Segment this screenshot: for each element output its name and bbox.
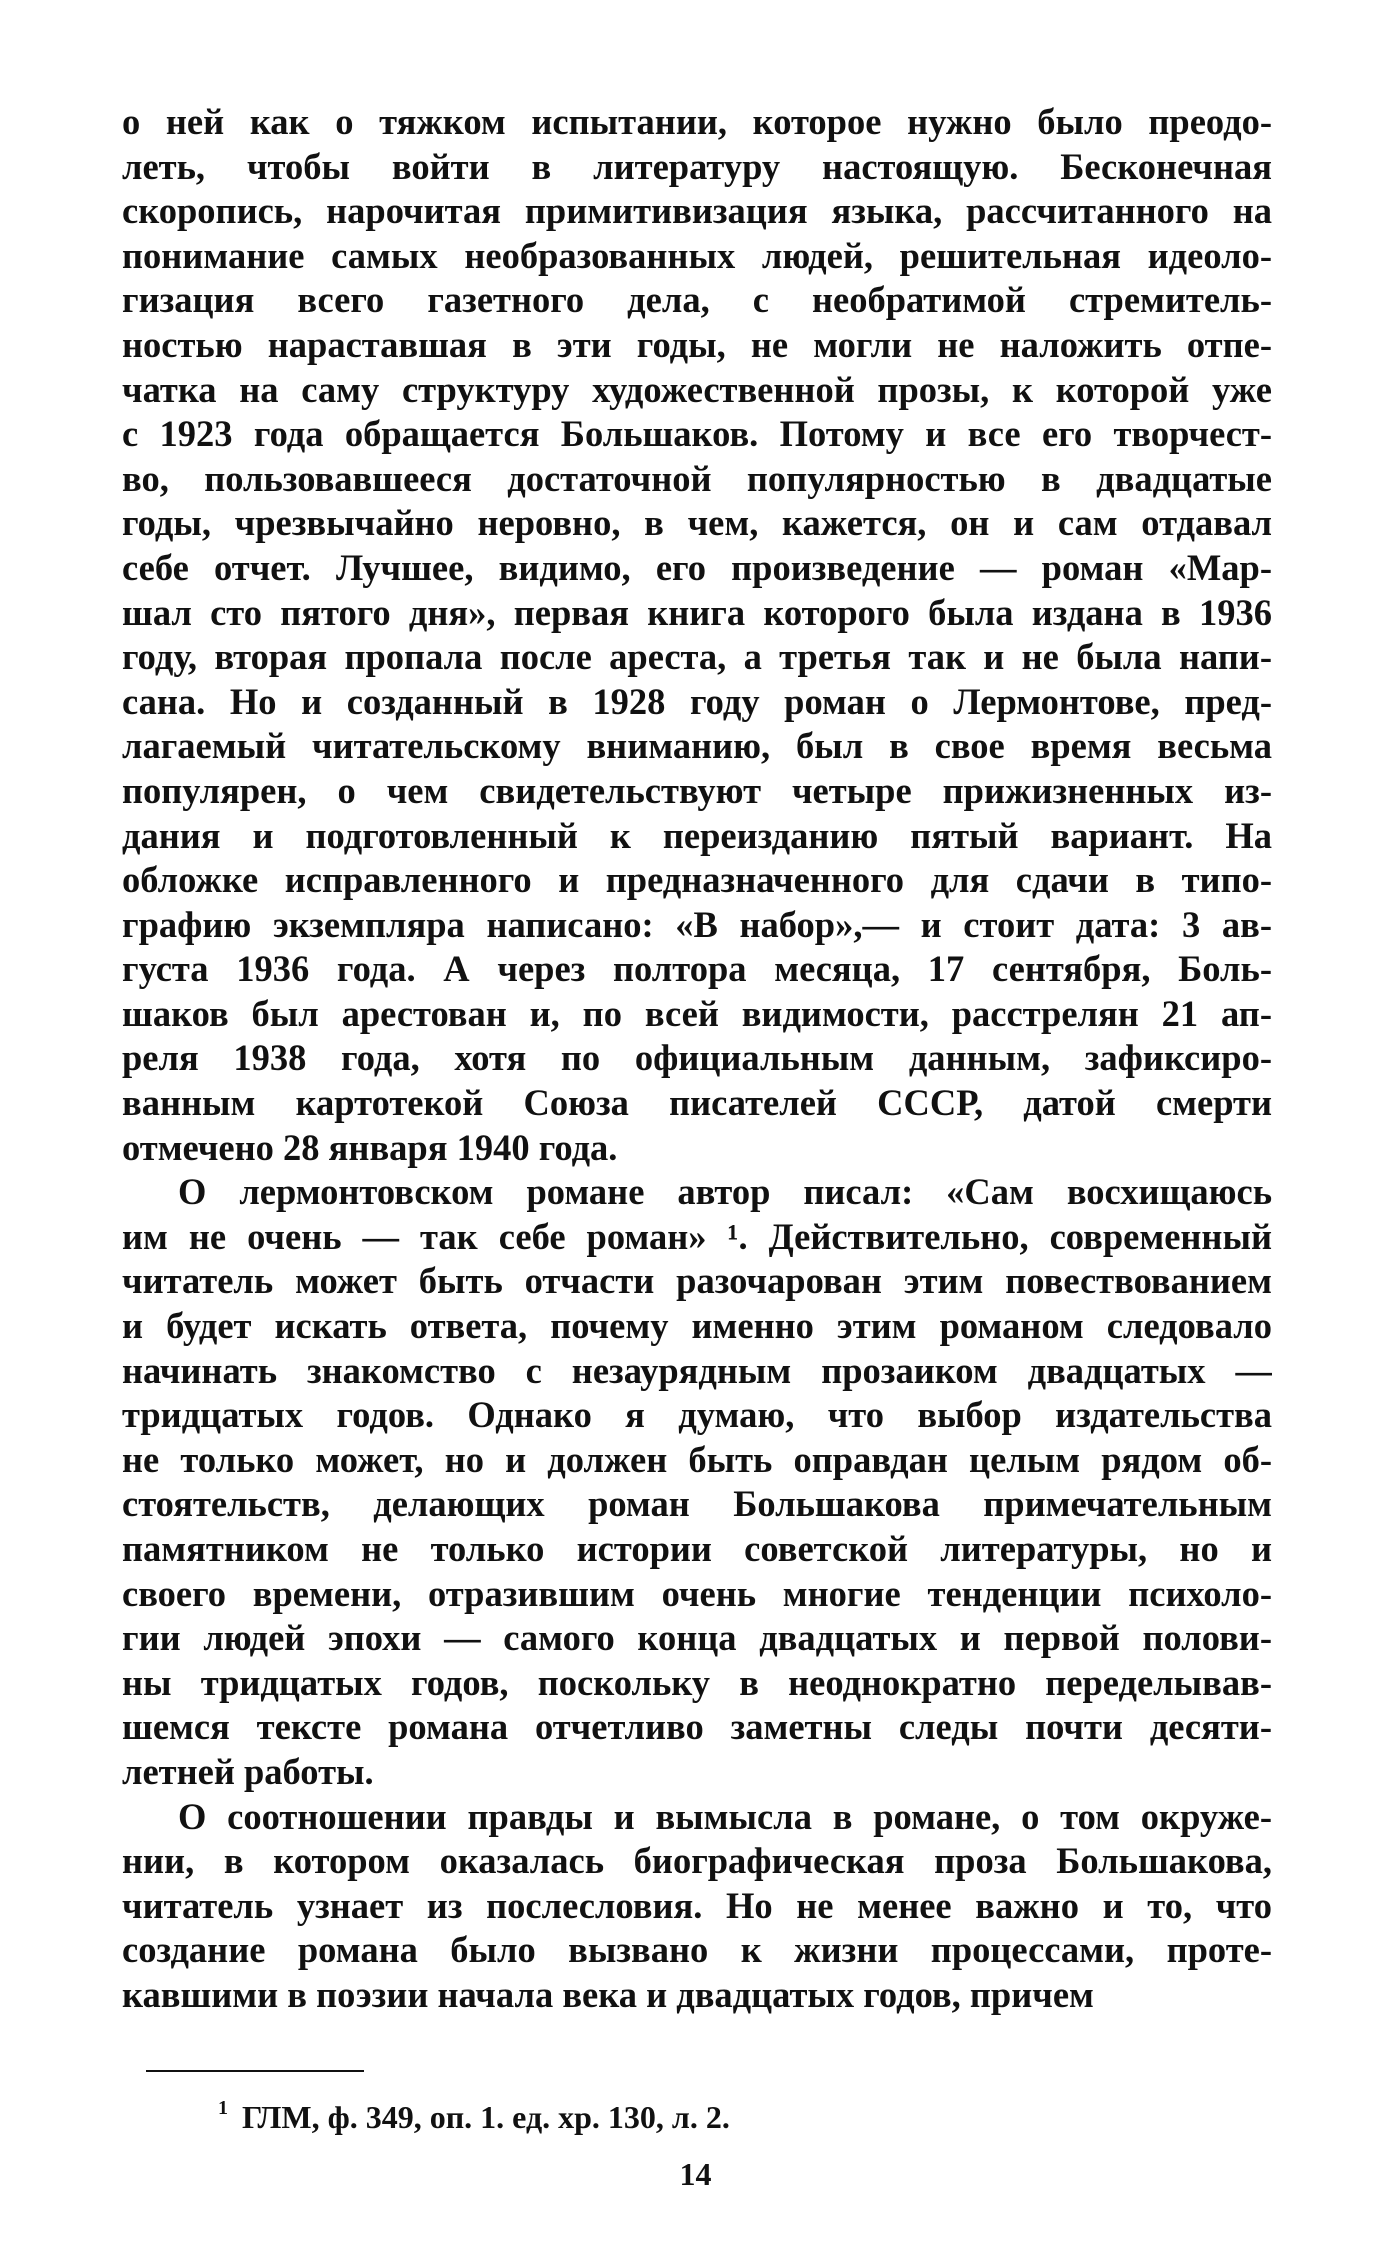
text-line: ностью нараставшая в эти годы, не могли не наложить отпе- (122, 323, 1272, 365)
text-line: не только может, но и должен быть оправдан целым рядом об- (122, 1438, 1272, 1480)
text-line: шемся тексте романа отчетливо заметны следы почти десяти- (122, 1706, 1272, 1748)
text-line: шаков был арестован и, по всей видимости, расстрелян 21 ап- (122, 992, 1272, 1034)
text-line: чатка на саму структуру художественной прозы, к которой уже (122, 368, 1272, 410)
text-line: шал сто пятого дня», первая книга которого была издана в 1936 (122, 591, 1272, 633)
text-line: графию экземпляра написано: «В набор»,— и стоит дата: 3 ав- (122, 903, 1272, 945)
text-line: создание романа было вызвано к жизни процессами, проте- (122, 1929, 1272, 1971)
footnote-divider (146, 2070, 364, 2072)
paragraph-1 (122, 100, 1272, 1170)
text-line: дания и подготовленный к переизданию пятый вариант. На (122, 814, 1272, 856)
text-line: сана. Но и созданный в 1928 году роман о Лермонтове, пред- (122, 680, 1272, 722)
text-line: тридцатых годов. Однако я думаю, что выбор издательства (122, 1394, 1272, 1436)
text-line: читатель узнает из послесловия. Но не менее важно и то, что (122, 1884, 1272, 1926)
text-line: гизация всего газетного дела, с необратимой стремитель- (122, 279, 1272, 321)
footnote (218, 2088, 730, 2137)
page-number: 14 (679, 2156, 712, 2192)
text-line: начинать знакомство с незаурядным прозаиком двадцатых — (122, 1349, 1272, 1391)
text-line: О соотношении правды и вымысла в романе, о том окруже- (178, 1795, 1272, 1837)
text-line: стоятельств, делающих роман Большакова примечательным (122, 1483, 1272, 1525)
text-line: О лермонтовском романе автор писал: «Сам восхищаюсь (178, 1171, 1272, 1213)
text-line: с 1923 года обращается Большаков. Потому и все его творчест- (122, 413, 1272, 455)
text-line: ванным картотекой Союза писателей СССР, датой смерти (122, 1082, 1272, 1124)
text-line: летней работы. (122, 1750, 374, 1792)
text-line: нии, в котором оказалась биографическая проза Большакова, (122, 1840, 1272, 1882)
paragraph-3 (122, 1795, 1272, 2018)
text-line: гии людей эпохи — самого конца двадцатых и первой полови- (122, 1617, 1272, 1659)
text-line: себе отчет. Лучшее, видимо, его произведение — роман «Мар- (122, 546, 1272, 588)
text-line: им не очень — так себе роман» ¹. Действительно, современный (122, 1215, 1272, 1257)
footnote-text: ГЛМ, ф. 349, оп. 1. ед. хр. 130, л. 2. (242, 2099, 730, 2135)
text-line: читатель может быть отчасти разочарован этим повествованием (122, 1260, 1272, 1302)
text-line: о ней как о тяжком испытании, которое нужно было преодо- (122, 101, 1272, 142)
text-line: годы, чрезвычайно неровно, в чем, кажется, он и сам отдавал (122, 502, 1272, 544)
text-line: понимание самых необразованных людей, решительная идеоло- (122, 234, 1272, 276)
text-line: реля 1938 года, хотя по официальным данным, зафиксиро- (122, 1037, 1272, 1079)
text-line: ны тридцатых годов, поскольку в неоднократно переделывав- (122, 1661, 1272, 1703)
text-line: году, вторая пропала после ареста, а третья так и не была напи- (122, 636, 1272, 678)
page-body (122, 100, 1272, 2018)
paragraph-2 (122, 1170, 1272, 1794)
text-line: леть, чтобы войти в литературу настоящую. Бесконечная (122, 145, 1272, 187)
text-line: кавшими в поэзии начала века и двадцатых годов, причем (122, 1973, 1094, 2015)
text-line: популярен, о чем свидетельствуют четыре прижизненных из- (122, 769, 1272, 811)
text-line: скоропись, нарочитая примитивизация языка, рассчитанного на (122, 190, 1272, 232)
text-line: во, пользовавшееся достаточной популярностью в двадцатые (122, 457, 1272, 499)
text-line: отмечено 28 января 1940 года. (122, 1126, 618, 1168)
text-line: своего времени, отразившим очень многие тенденции психоло- (122, 1572, 1272, 1614)
text-line: лагаемый читательскому вниманию, был в свое время весьма (122, 725, 1272, 767)
text-line: густа 1936 года. А через полтора месяца, 17 сентября, Боль- (122, 948, 1272, 990)
text-line: обложке исправленного и предназначенного для сдачи в типо- (122, 859, 1272, 901)
footnote-marker: 1 (218, 2097, 228, 2119)
text-line: и будет искать ответа, почему именно этим романом следовало (122, 1305, 1272, 1347)
text-line: памятником не только истории советской литературы, но и (122, 1528, 1272, 1569)
